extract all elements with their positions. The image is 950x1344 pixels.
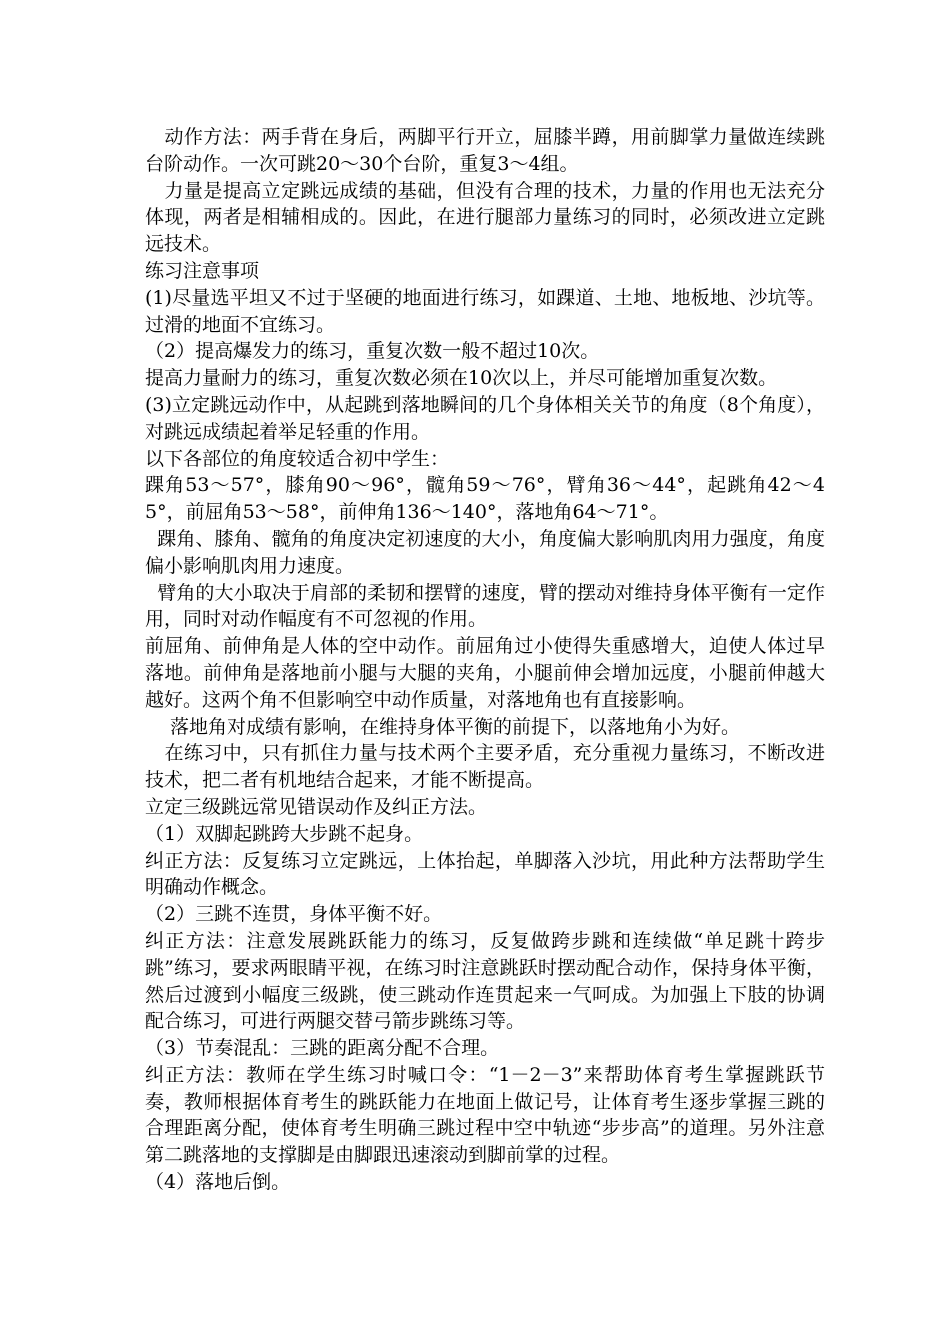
document-page (145, 124, 825, 1196)
paragraph-angles-intro: 以下各部位的角度较适合初中学生： (145, 447, 450, 470)
paragraph-angle-values: 踝角53～57°，膝角90～96°，髋角59～76°，臂角36～44°，起跳角42～45°，前屈角53～58°，前伸角136～140°，落地角64～71°。 (145, 474, 825, 524)
error-item-3: （3）节奏混乱：三跳的距离分配不合理。 (145, 1037, 500, 1060)
paragraph-practice-summary: 在练习中，只有抓住力量与技术两个主要矛盾，充分重视力量练习，不断改进技术，把二者有机地结合起来，才能不断提高。 (145, 742, 825, 792)
paragraph-action-method: 动作方法：两手背在身后，两脚平行开立，屈膝半蹲，用前脚掌力量做连续跳台阶动作。一次可跳20～30个台阶，重复3～4组。 (145, 126, 825, 175)
correction-method-3: 纠正方法：教师在学生练习时喊口令：“1－2－3”来帮助体育考生掌握跳跃节奏，教师根据体育考生的跳跃能力在地面上做记号，让体育考生逐步掌握三跳的合理距离分配，使体育考生明确三跳过程中空中轨迹“步步高”的道理。另外注意第二跳落地的支撑脚是由脚跟迅速滚动到脚前掌的过程。 (145, 1063, 825, 1167)
correction-method-2: 纠正方法：注意发展跳跃能力的练习，反复做跨步跳和连续做“单足跳十跨步跳”练习，要求两眼睛平视，在练习时注意跳跃时摆动配合动作，保持身体平衡，然后过渡到小幅度三级跳，使三跳动作连贯起来一气呵成。为加强上下肢的协调配合练习，可进行两腿交替弓箭步跳练习等。 (145, 929, 825, 1033)
paragraph-flexion-extension: 前屈角、前伸角是人体的空中动作。前屈角过小使得失重感增大，迫使人体过早落地。前伸角是落地前小腿与大腿的夹角，小腿前伸会增加远度，小腿前伸越大越好。这两个角不但影响空中动作质量，对落地角也有直接影响。 (145, 635, 825, 711)
paragraph-strength-basis: 力量是提高立定跳远成绩的基础，但没有合理的技术，力量的作用也无法充分体现，两者是相辅相成的。因此，在进行腿部力量练习的同时，必须改进立定跳远技术。 (145, 179, 825, 256)
paragraph-arm-angle: 臂角的大小取决于肩部的柔韧和摆臂的速度，臂的摆动对维持身体平衡有一定作用，同时对动作幅度有不可忽视的作用。 (145, 581, 825, 631)
list-item-ground: (1)尽量选平坦又不过于坚硬的地面进行练习，如踝道、土地、地板地、沙坑等。过滑的地面不宜练习。 (145, 286, 825, 336)
list-item-joint-angles: (3)立定跳远动作中，从起跳到落地瞬间的几个身体相关关节的角度（8个角度），对跳远成绩起着举足轻重的作用。 (145, 393, 825, 443)
error-item-1: （1）双脚起跳跨大步跳不起身。 (145, 822, 424, 845)
error-item-2: （2）三跳不连贯，身体平衡不好。 (145, 903, 443, 926)
paragraph-landing-angle: 落地角对成绩有影响，在维持身体平衡的前提下，以落地角小为好。 (145, 715, 741, 738)
error-item-4: （4）落地后倒。 (145, 1171, 291, 1194)
section-heading-precautions: 练习注意事项 (145, 259, 260, 282)
section-heading-triple-jump-errors: 立定三级跳远常见错误动作及纠正方法。 (145, 795, 488, 818)
correction-method-1: 纠正方法：反复练习立定跳远，上体抬起，单脚落入沙坑，用此种方法帮助学生明确动作概念。 (145, 849, 825, 899)
list-item-explosive-power: （2）提高爆发力的练习，重复次数一般不超过10次。 (145, 340, 600, 363)
paragraph-strength-endurance: 提高力量耐力的练习，重复次数必须在10次以上，并尽可能增加重复次数。 (145, 367, 778, 390)
paragraph-ankle-knee-hip: 踝角、膝角、髋角的角度决定初速度的大小，角度偏大影响肌肉用力强度，角度偏小影响肌肉用力速度。 (145, 527, 825, 577)
